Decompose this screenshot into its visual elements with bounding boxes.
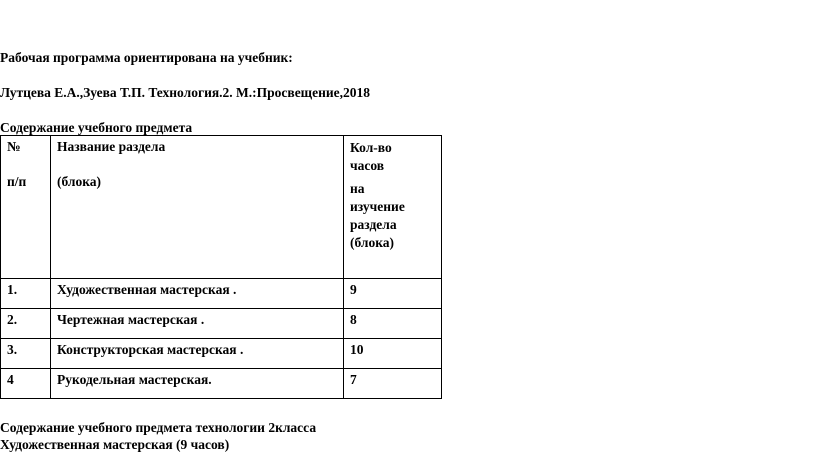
row-number: 2. [1, 309, 51, 339]
module-title: Художественная мастерская (9 часов) [0, 437, 230, 452]
header-section-name: Название раздела [57, 139, 166, 154]
table-row [1, 309, 442, 339]
header-number-label: п/п [7, 174, 27, 189]
row-hours: 9 [344, 279, 442, 309]
header-section-name-cell [51, 136, 344, 279]
header-number-symbol: № [7, 139, 21, 154]
header-hours-cell [344, 136, 442, 279]
textbook-reference: Лутцева Е.А.,Зуева Т.П. Технология.2. М.:Просвещение,2018 [0, 85, 370, 100]
header-hours-line-4: изучение [350, 199, 405, 214]
row-hours: 8 [344, 309, 442, 339]
header-hours-line-2: часов [350, 158, 385, 173]
header-hours-line-1: Кол-во [350, 140, 392, 155]
course-content-table [0, 135, 442, 399]
row-section-name: Художественная мастерская . [51, 279, 344, 309]
header-hours-line-6: (блока) [350, 235, 395, 250]
row-hours: 10 [344, 339, 442, 369]
table-row [1, 339, 442, 369]
table-row [1, 369, 442, 399]
textbook-intro: Рабочая программа ориентирована на учебник: [0, 50, 293, 65]
row-number: 1. [1, 279, 51, 309]
header-number-cell [1, 136, 51, 279]
grade-content-title: Содержание учебного предмета технологии 2класса [0, 420, 317, 435]
row-section-name: Рукодельная мастерская. [51, 369, 344, 399]
table-row [1, 279, 442, 309]
row-number: 4 [1, 369, 51, 399]
header-hours-line-3: на [350, 181, 365, 196]
section-title: Содержание учебного предмета [0, 120, 193, 135]
row-hours: 7 [344, 369, 442, 399]
row-section-name: Конструкторская мастерская . [51, 339, 344, 369]
table-header-row [1, 136, 442, 279]
row-number: 3. [1, 339, 51, 369]
header-hours-line-5: раздела [350, 217, 397, 232]
header-section-block: (блока) [57, 174, 102, 189]
row-section-name: Чертежная мастерская . [51, 309, 344, 339]
